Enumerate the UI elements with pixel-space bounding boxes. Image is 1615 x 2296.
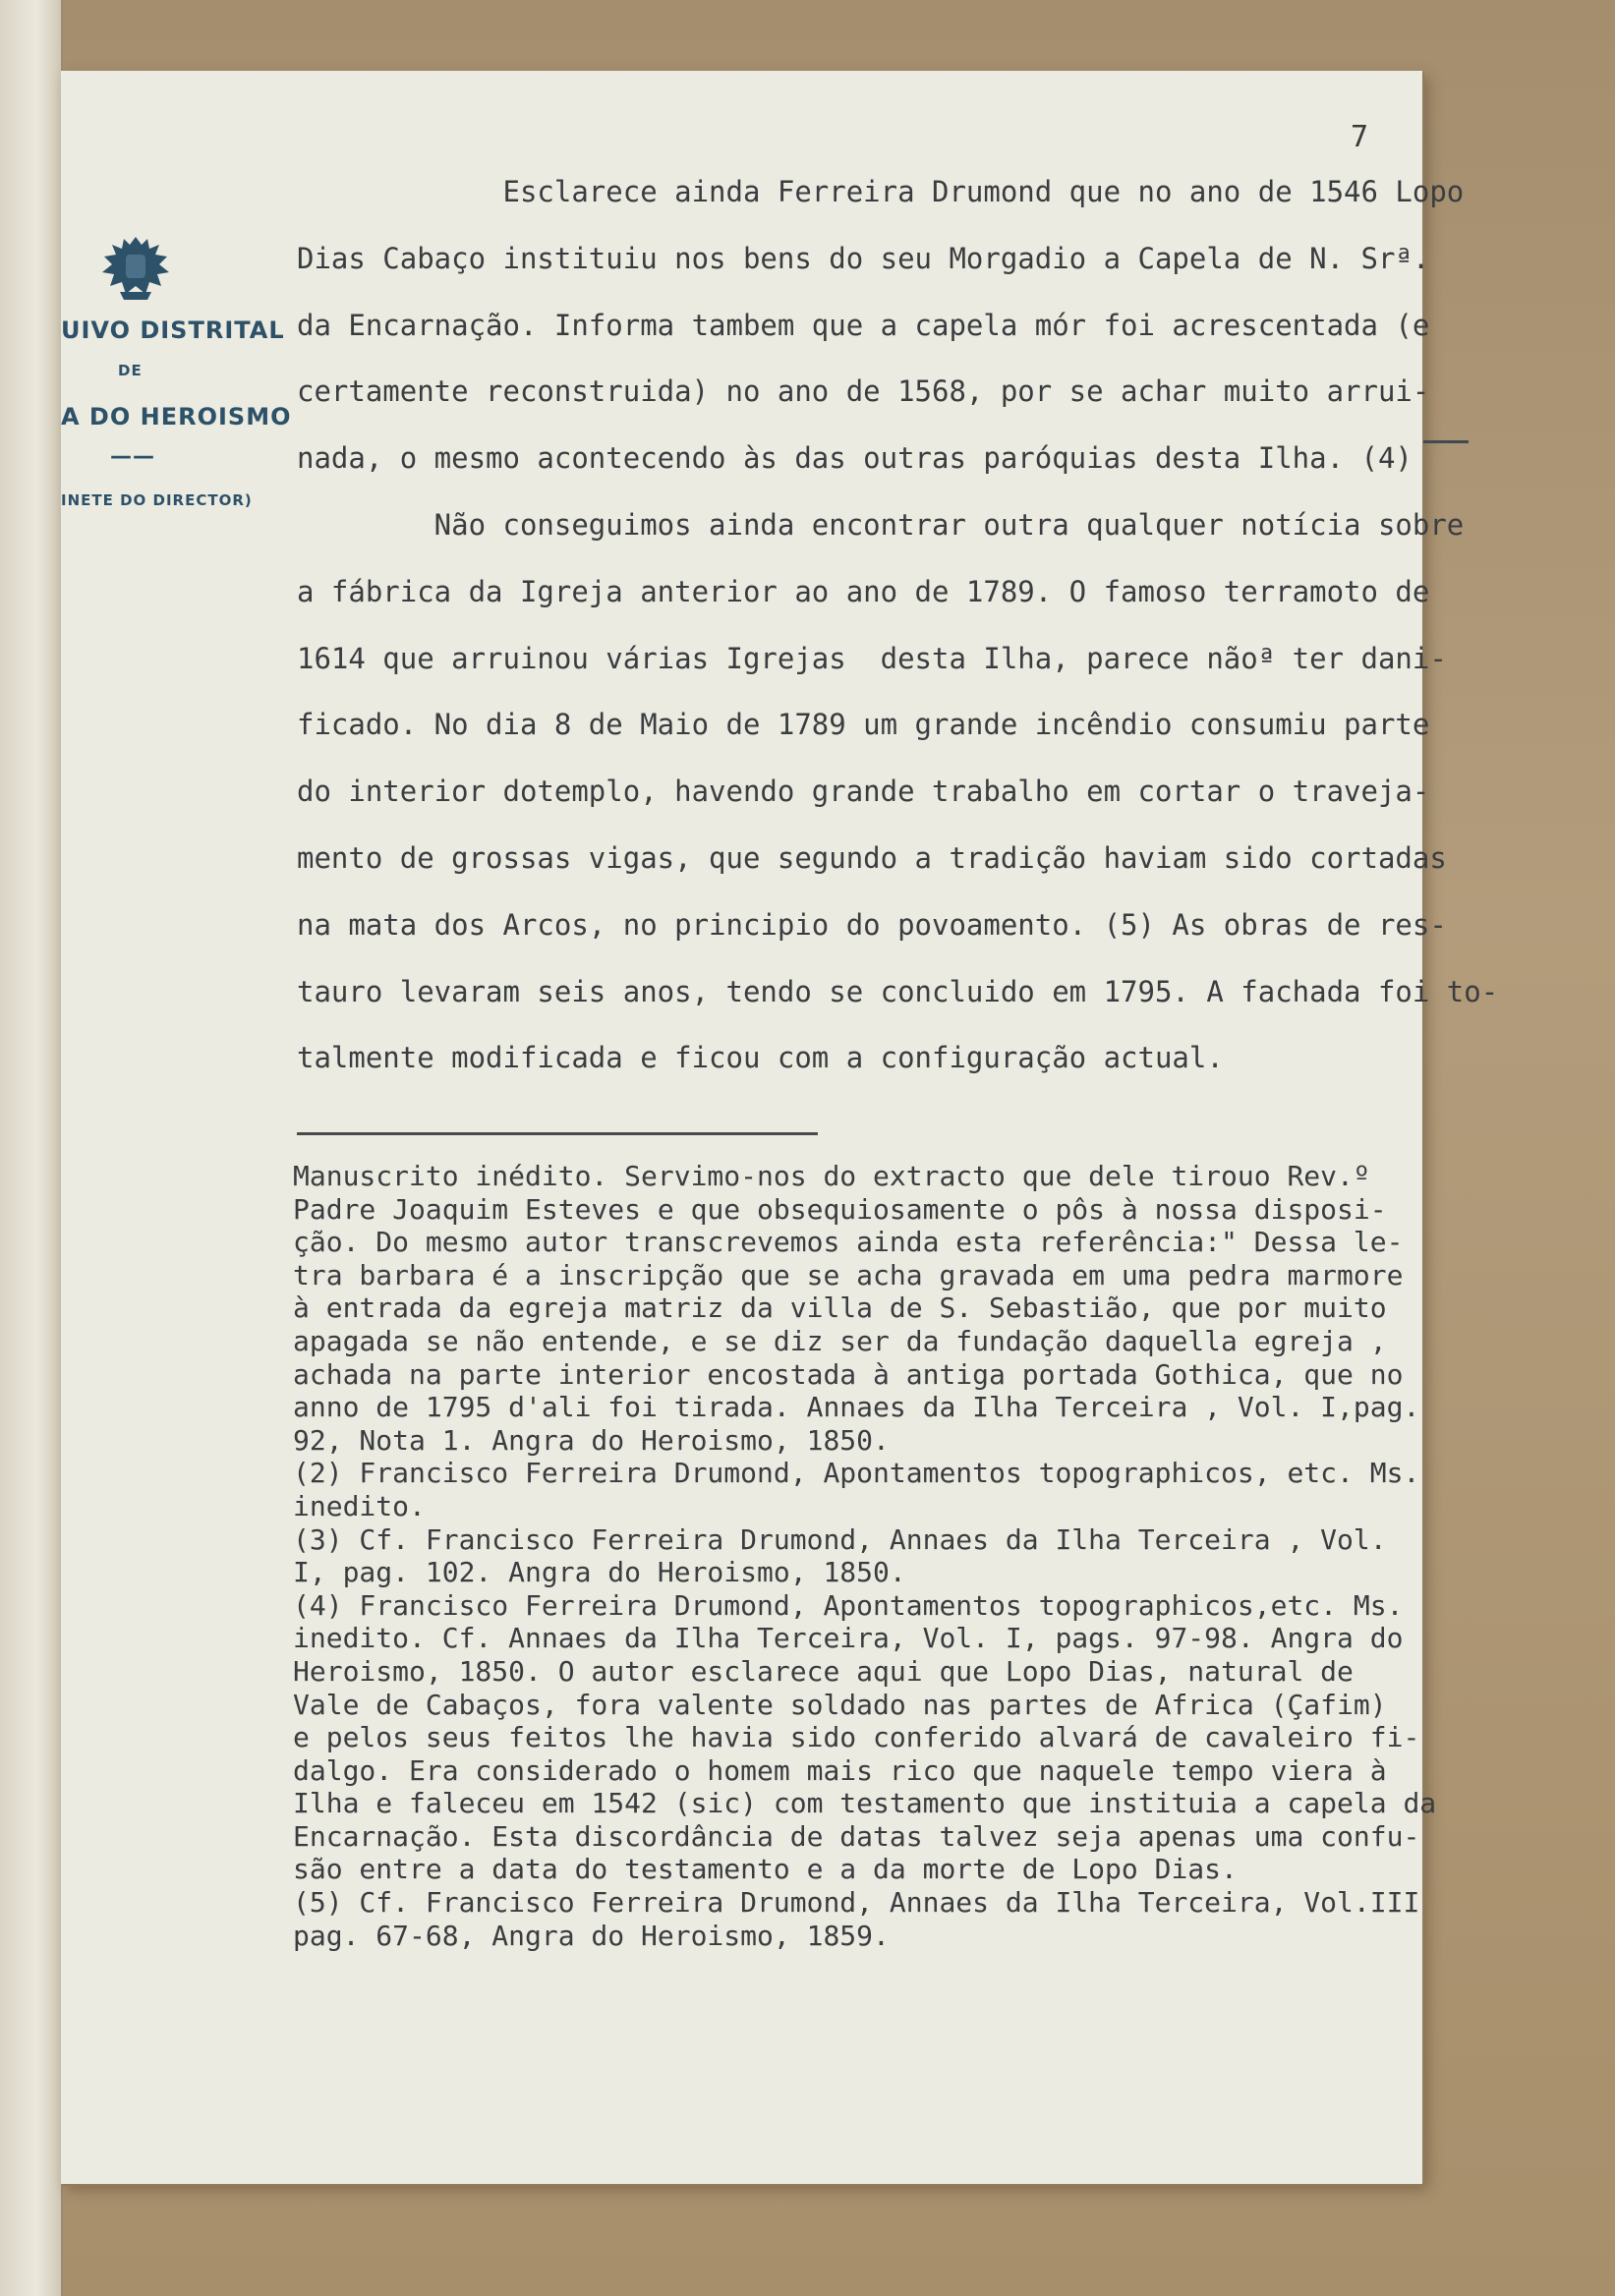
footnote-line: achada na parte interior encostada à antiga portada Gothica, que no [293,1357,1404,1391]
footnote-line: Encarnação. Esta discordância de datas talvez seja apenas uma confu- [293,1819,1420,1853]
margin-mark [1423,440,1469,443]
document-page [61,71,1499,2184]
footnote-line: anno de 1795 d'ali foi tirada. Annaes da Ilha Terceira , Vol. I,pag. [293,1391,1420,1424]
letterhead-line-2: DE [118,362,143,379]
footnote-line: pag. 67-68, Angra do Heroismo, 1859. [293,1919,890,1952]
letterhead-line-1: UIVO DISTRITAL [61,316,285,344]
body-line: 1614 que arruinou várias Igrejas desta Ilha, parece nãoª ter dani- [297,641,1447,675]
footnote-line: Manuscrito inédito. Servimo-nos do extracto que dele tirouo Rev.º [293,1160,1370,1192]
footnote-line: à entrada da egreja matriz da villa de S. Sebastião, que por muito [293,1292,1387,1325]
body-line: na mata dos Arcos, no principio do povoamento. (5) As obras de res- [297,907,1447,942]
footnote-line: e pelos seus feitos lhe havia sido conferido alvará de cavaleiro fi- [293,1721,1420,1754]
adjacent-page-edge [0,0,63,2296]
footnote-line: tra barbara é a inscripção que se acha gravada em uma pedra marmore [293,1258,1404,1292]
body-line: mento de grossas vigas, que segundo a tradição haviam sido cortadas [297,840,1447,875]
footnote-line: (3) Cf. Francisco Ferreira Drumond, Annaes da Ilha Terceira , Vol. [293,1522,1387,1556]
body-line: Esclarece ainda Ferreira Drumond que no ano de 1546 Lopo [297,175,1465,208]
body-line: Dias Cabaço instituiu nos bens do seu Morgadio a Capela de N. Srª. [297,241,1430,275]
footnote-line: inedito. Cf. Annaes da Ilha Terceira, Vol. I, pags. 97-98. Angra do [293,1622,1404,1655]
footnote-line: inedito. [293,1489,426,1522]
footnote-line: Heroismo, 1850. O autor esclarece aqui que Lopo Dias, natural de [293,1654,1354,1688]
body-line: tauro levaram seis anos, tendo se concluido em 1795. A fachada foi to- [297,974,1499,1008]
footnote-line: (2) Francisco Ferreira Drumond, Apontamentos topographicos, etc. Ms. [293,1457,1420,1490]
letterhead-line-4: INETE DO DIRECTOR) [61,491,253,509]
footnote-line: 92, Nota 1. Angra do Heroismo, 1850. [293,1423,890,1457]
body-line: nada, o mesmo acontecendo às das outras paróquias desta Ilha. (4) [297,441,1413,476]
footnote-line: dalgo. Era considerado o homem mais rico que naquele tempo viera à [293,1753,1387,1787]
body-line: a fábrica da Igreja anterior ao ano de 1789. O famoso terramoto de [297,574,1430,608]
footnote-line: (4) Francisco Ferreira Drumond, Apontamentos topographicos,etc. Ms. [293,1588,1404,1622]
coat-of-arms-icon [90,233,181,304]
footnote-line: Ilha e faleceu em 1542 (sic) com testamento que instituia a capela da [293,1787,1437,1820]
footnote-line: são entre a data do testamento e a da morte de Lopo Dias. [293,1853,1238,1886]
body-line: do interior dotemplo, havendo grande trabalho em cortar o traveja- [297,775,1430,809]
page-number: 7 [1350,120,1368,154]
letterhead-line-3: A DO HEROISMO [61,403,292,430]
footnote-line: Padre Joaquim Esteves e que obsequiosamente o pôs à nossa disposi- [293,1192,1387,1226]
body-line: ficado. No dia 8 de Maio de 1789 um grande incêndio consumiu parte [297,708,1430,742]
body-line: certamente reconstruida) no ano de 1568, por se achar muito arrui- [297,374,1430,409]
footnotes [293,1160,1437,1952]
footnote-separator [297,1132,818,1135]
body-line: talmente modificada e ficou com a configuração actual. [297,1041,1224,1075]
footnote-line: (5) Cf. Francisco Ferreira Drumond, Annaes da Ilha Terceira, Vol.III [293,1886,1420,1920]
body-text [297,159,1499,1092]
body-line: Não conseguimos ainda encontrar outra qualquer notícia sobre [297,507,1465,542]
footnote-line: Vale de Cabaços, fora valente soldado nas partes de Africa (Çafim) [293,1688,1387,1721]
body-line: da Encarnação. Informa tambem que a capela mór foi acrescentada (e [297,308,1430,342]
footnote-line: apagada se não entende, e se diz ser da fundação daquella egreja , [293,1324,1387,1357]
footnote-line: I, pag. 102. Angra do Heroismo, 1850. [293,1556,906,1589]
letterhead-divider: —— [110,444,155,469]
footnote-line: ção. Do mesmo autor transcrevemos ainda esta referência:" Dessa le- [293,1226,1404,1259]
